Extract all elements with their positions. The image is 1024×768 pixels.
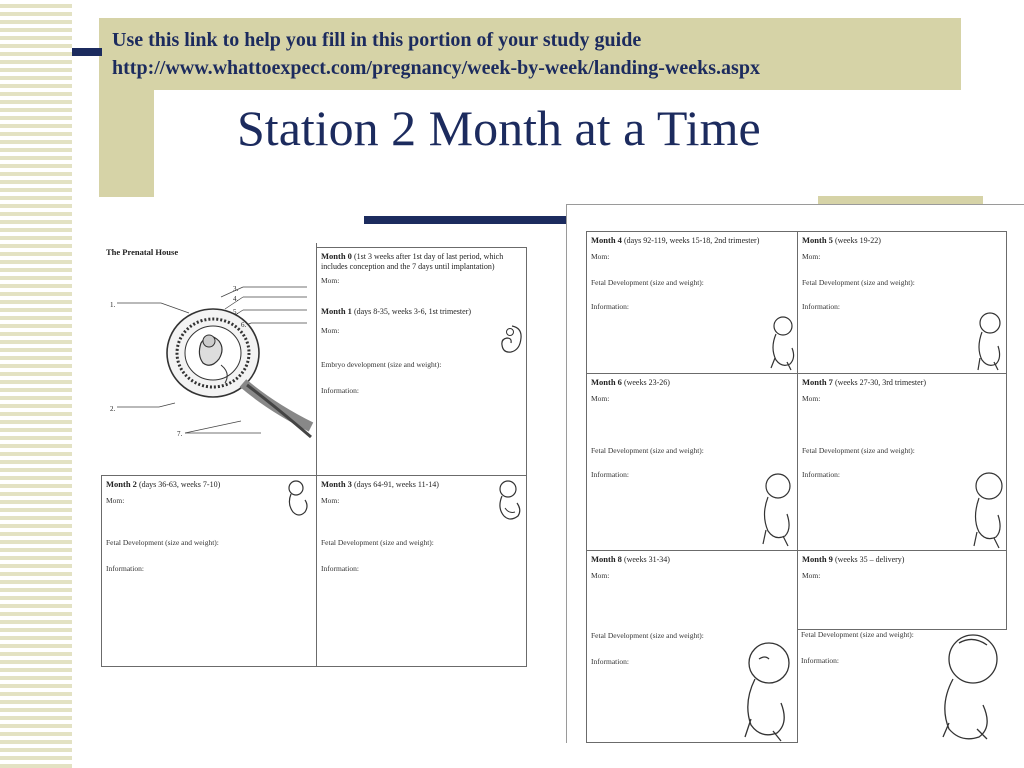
month-2-detail: (days 36-63, weeks 7-10)	[138, 480, 221, 489]
month-0-name: Month 0	[321, 251, 352, 261]
month-9-name: Month 9	[802, 554, 833, 564]
month-4-header	[591, 235, 793, 246]
prenatal-house-cell	[101, 243, 317, 476]
month-2-mom: Mom:	[106, 496, 125, 505]
month-6-information: Information:	[591, 470, 629, 479]
month-9-development: Fetal Development (size and weight):	[801, 630, 914, 639]
house-label-2: 2.	[110, 405, 116, 413]
prenatal-house-title: The Prenatal House	[106, 247, 179, 257]
month-7-detail: (weeks 27-30, 3rd trimester)	[834, 378, 927, 387]
month-6-header	[591, 377, 793, 388]
month-2-cell	[101, 475, 317, 667]
month-9-detail: (weeks 35 – delivery)	[834, 555, 905, 564]
fetus-month-7-icon	[970, 470, 1006, 550]
left-stripe-pattern	[0, 0, 72, 768]
note-link[interactable]: http://www.whattoexpect.com/pregnancy/week-by-week/landing-weeks.aspx	[112, 57, 760, 79]
month-5-mom: Mom:	[802, 252, 821, 261]
month-3-header	[321, 479, 522, 490]
month-1-header	[321, 306, 522, 317]
month-8-header	[591, 554, 793, 565]
month-0-header	[321, 251, 522, 272]
month-6-detail: (weeks 23-26)	[623, 378, 670, 387]
house-label-6: 6.	[241, 321, 247, 329]
month-1-mom: Mom:	[321, 326, 340, 335]
month-4-detail: (days 92-119, weeks 15-18, 2nd trimester)	[623, 236, 760, 245]
month-4-development: Fetal Development (size and weight):	[591, 278, 704, 287]
month-1-information: Information:	[321, 386, 359, 395]
month-8-cell	[586, 550, 798, 743]
study-guide-note	[112, 26, 962, 82]
navy-rule-middle	[364, 216, 569, 224]
house-label-4: 4.	[233, 295, 239, 303]
month-3-name: Month 3	[321, 479, 352, 489]
month-0-1-cell	[316, 247, 527, 476]
month-7-mom: Mom:	[802, 394, 821, 403]
fetus-month-5-icon	[974, 310, 1004, 372]
month-4-mom: Mom:	[591, 252, 610, 261]
month-9-cell	[797, 550, 1007, 630]
month-9-header	[802, 554, 1002, 565]
month-6-development: Fetal Development (size and weight):	[591, 446, 704, 455]
fetus-month-6-icon	[759, 470, 795, 548]
month-2-name: Month 2	[106, 479, 137, 489]
month-8-detail: (weeks 31-34)	[623, 555, 670, 564]
month-1-development: Embryo development (size and weight):	[321, 360, 442, 369]
month-4-name: Month 4	[591, 235, 622, 245]
fetus-month-3-icon	[493, 478, 525, 524]
month-8-development: Fetal Development (size and weight):	[591, 631, 704, 640]
note-instruction: Use this link to help you fill in this portion of your study guide	[112, 29, 642, 51]
navy-rule-left	[72, 48, 102, 56]
month-2-development: Fetal Development (size and weight):	[106, 538, 219, 547]
embryo-icon	[499, 322, 525, 356]
house-label-3: 3.	[233, 285, 239, 293]
month-3-development: Fetal Development (size and weight):	[321, 538, 434, 547]
month-0-detail: (1st 3 weeks after 1st day of last period, which includes conception and the 7 days until implantation)	[321, 252, 504, 271]
house-label-1: 1.	[110, 301, 116, 309]
month-7-development: Fetal Development (size and weight):	[802, 446, 915, 455]
month-3-detail: (days 64-91, weeks 11-14)	[353, 480, 439, 489]
month-0-mom: Mom:	[321, 276, 340, 285]
month-6-mom: Mom:	[591, 394, 610, 403]
month-7-information: Information:	[802, 470, 840, 479]
house-label-5: 5.	[233, 308, 239, 316]
worksheet-right	[566, 204, 1024, 743]
house-label-7: 7.	[177, 430, 183, 438]
fetus-month-2-icon	[282, 478, 312, 520]
fetus-month-9-icon	[937, 629, 1011, 741]
month-1-name: Month 1	[321, 306, 352, 316]
month-3-information: Information:	[321, 564, 359, 573]
month-5-header	[802, 235, 1002, 246]
month-9-mom: Mom:	[802, 571, 821, 580]
fetus-month-8-icon	[737, 639, 797, 743]
month-7-header	[802, 377, 1002, 388]
month-4-information: Information:	[591, 302, 629, 311]
month-1-detail: (days 8-35, weeks 3-6, 1st trimester)	[353, 307, 472, 316]
month-6-name: Month 6	[591, 377, 622, 387]
month-6-cell	[586, 373, 798, 551]
month-8-mom: Mom:	[591, 571, 610, 580]
month-7-name: Month 7	[802, 377, 833, 387]
month-4-cell	[586, 231, 798, 374]
month-9-information: Information:	[801, 656, 839, 665]
month-5-information: Information:	[802, 302, 840, 311]
month-3-mom: Mom:	[321, 496, 340, 505]
month-3-cell	[316, 475, 527, 667]
month-5-cell	[797, 231, 1007, 374]
worksheet-left	[101, 243, 527, 669]
month-7-cell	[797, 373, 1007, 551]
fetus-month-4-icon	[767, 314, 797, 372]
month-5-name: Month 5	[802, 235, 833, 245]
month-8-information: Information:	[591, 657, 629, 666]
uterus-diagram	[101, 257, 315, 457]
month-5-detail: (weeks 19-22)	[834, 236, 881, 245]
month-8-name: Month 8	[591, 554, 622, 564]
slide-title: Station 2 Month at a Time	[237, 100, 761, 156]
month-5-development: Fetal Development (size and weight):	[802, 278, 915, 287]
month-2-information: Information:	[106, 564, 144, 573]
